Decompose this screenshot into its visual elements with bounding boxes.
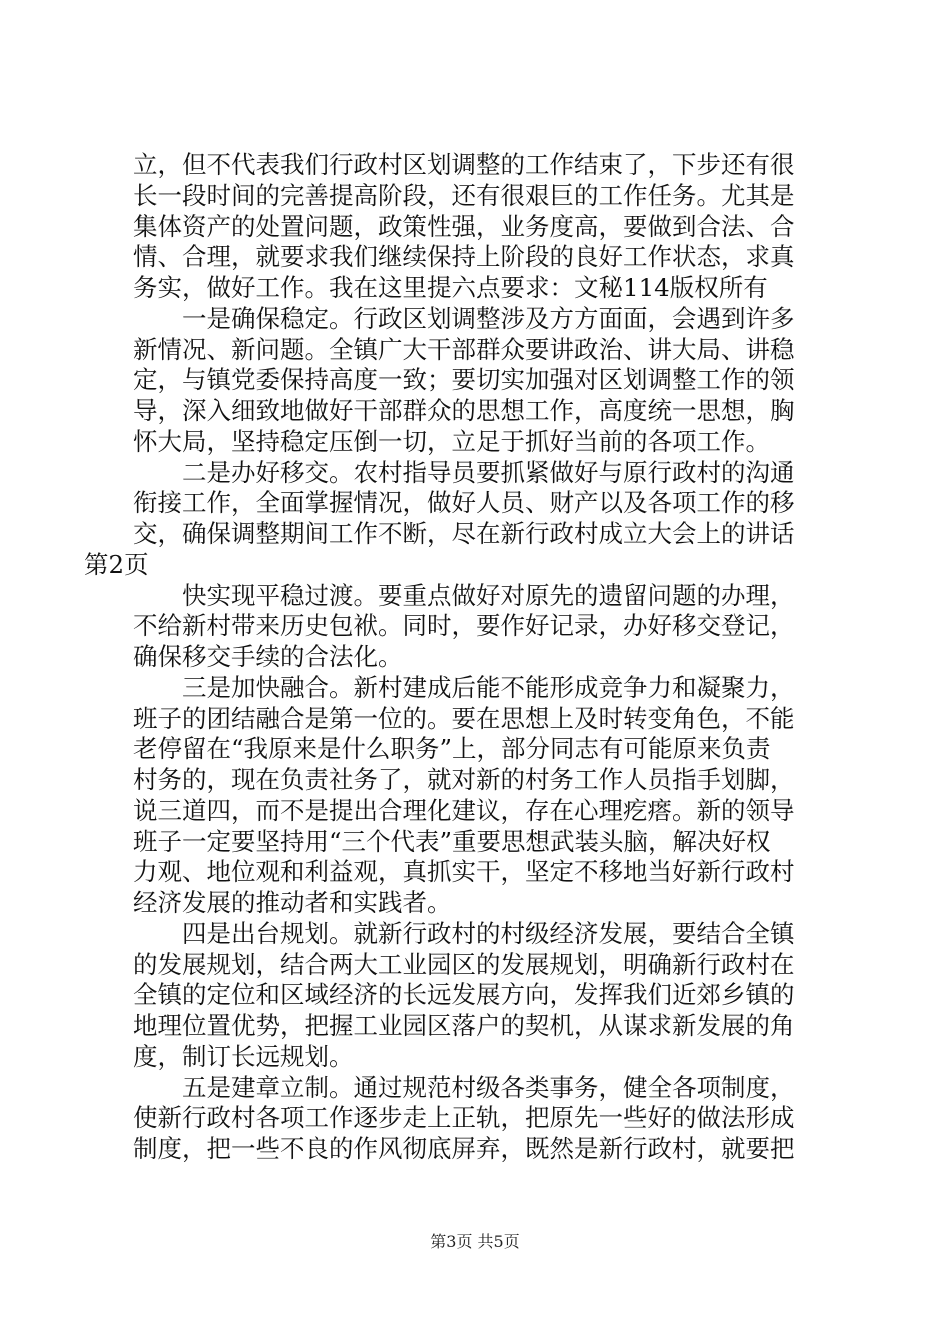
text-line: 立，但不代表我们行政村区划调整的工作结束了，下步还有很 (133, 150, 795, 179)
text-line: 集体资产的处置问题，政策性强，业务度高，要做到合法、合 (133, 211, 795, 241)
text-line: 长一段时间的完善提高阶段，还有很艰巨的工作任务。尤其是 (133, 180, 795, 210)
text-line: 快实现平稳过渡。要重点做好对原先的遗留问题的办理， (182, 580, 795, 610)
text-line: 怀大局，坚持稳定压倒一切，立足于抓好当前的各项工作。 (133, 426, 770, 456)
paragraph-4 (133, 581, 833, 673)
text-line: 二是办好移交。农村指导员要抓紧做好与原行政村的沟通 (182, 457, 795, 487)
text-line: 衔接工作，全面掌握情况，做好人员、财产以及各项工作的移 (133, 488, 795, 518)
text-line: 力观、地位观和利益观，真抓实干，坚定不移地当好新行政村 (133, 857, 795, 887)
page-number: 第3页 共5页 (430, 1232, 520, 1251)
text-line: 不给新村带来历史包袱。同时，要作好记录，办好移交登记， (133, 611, 795, 641)
paragraph-5 (133, 673, 833, 919)
paragraph-3 (84, 457, 833, 581)
text-line: 村务的，现在负责社务了，就对新的村务工作人员指手划脚， (133, 765, 795, 794)
text-line: 制度，把一些不良的作风彻底屏弃，既然是新行政村，就要把 (133, 1134, 795, 1163)
text-line: 班子的团结融合是第一位的。要在思想上及时转变角色，不能 (133, 703, 795, 733)
document-body (84, 150, 833, 1165)
text-line: 交，确保调整期间工作不断，尽在新行政村成立大会上的讲话 (133, 519, 795, 548)
text-line: 三是加快融合。新村建成后能不能形成竞争力和凝聚力， (182, 672, 795, 702)
text-line: 一是确保稳定。行政区划调整涉及方方面面，会遇到许多 (182, 303, 795, 333)
text-line: 导，深入细致地做好干部群众的思想工作，高度统一思想，胸 (133, 396, 795, 425)
text-line: 说三道四，而不是提出合理化建议，存在心理疙瘩。新的领导 (133, 795, 795, 825)
text-line: 五是建章立制。通过规范村级各类事务，健全各项制度， (182, 1072, 795, 1102)
text-line: 第2页 (84, 549, 149, 579)
text-line: 确保移交手续的合法化。 (133, 642, 403, 671)
text-line: 老停留在“我原来是什么职务”上，部分同志有可能原来负责 (133, 734, 771, 764)
text-line: 情、合理，就要求我们继续保持上阶段的良好工作状态，求真 (133, 242, 795, 272)
paragraph-7 (133, 1073, 833, 1165)
paragraph-1 (133, 150, 833, 304)
text-line: 经济发展的推动者和实践者。 (133, 888, 452, 917)
text-line: 全镇的定位和区域经济的长远发展方向，发挥我们近郊乡镇的 (133, 980, 795, 1010)
text-line: 新情况、新问题。全镇广大干部群众要讲政治、讲大局、讲稳 (133, 334, 795, 364)
text-line: 地理位置优势，把握工业园区落户的契机，从谋求新发展的角 (133, 1011, 795, 1040)
text-line: 度，制订长远规划。 (133, 1041, 354, 1071)
text-line: 务实，做好工作。我在这里提六点要求：文秘114版权所有 (133, 273, 768, 302)
paragraph-2 (133, 304, 833, 458)
text-line: 四是出台规划。就新行政村的村级经济发展，要结合全镇 (182, 918, 795, 948)
paragraph-6 (133, 919, 833, 1073)
text-line: 班子一定要坚持用“三个代表”重要思想武装头脑，解决好权 (133, 826, 771, 856)
text-line: 的发展规划，结合两大工业园区的发展规划，明确新行政村在 (133, 949, 795, 979)
text-line: 定，与镇党委保持高度一致；要切实加强对区划调整工作的领 (133, 365, 795, 395)
text-line: 使新行政村各项工作逐步走上正轨，把原先一些好的做法形成 (133, 1103, 795, 1133)
